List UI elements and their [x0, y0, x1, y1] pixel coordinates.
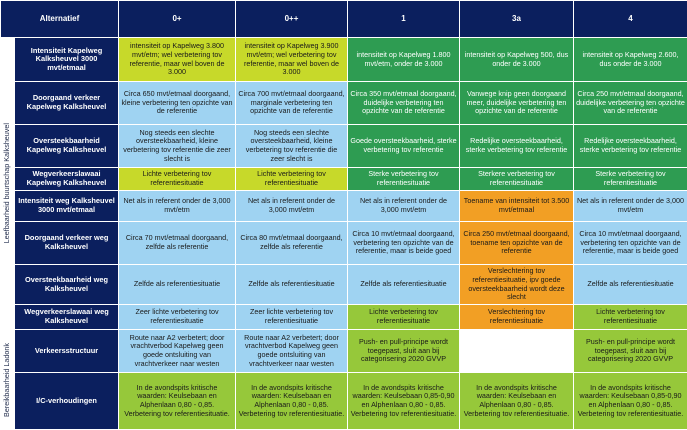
cell: Goede oversteekbaarheid, sterke verbetering tov referentie — [348, 125, 460, 168]
header-alternatief: Alternatief — [1, 1, 119, 38]
cell: Zelfde als referentiesituatie — [348, 265, 460, 305]
cell: Lichte verbetering tov referentiesituatie — [119, 168, 236, 191]
table-row — [1, 373, 687, 430]
cell: intensiteit op Kapelweg 2.600, dus onder de 3.000 — [574, 38, 687, 82]
table-row — [1, 125, 687, 168]
cell: Sterke verbetering tov referentiesituatie — [348, 168, 460, 191]
row-label: Wegverkeerslawaai weg Kalksheuvel — [15, 305, 119, 330]
cell: Route naar A2 verbetert; door vrachtverbod Kapelweg geen goede ontsluiting van vrachtverkeer naar westen — [236, 330, 348, 373]
header-col-4: 4 — [574, 1, 687, 38]
cell: Zelfde als referentiesituatie — [236, 265, 348, 305]
header-col-0plusplus: 0++ — [236, 1, 348, 38]
cell: Circa 250 mvt/etmaal doorgaand, duidelijke verbetering ten opzichte van de referentie — [574, 82, 687, 125]
row-label: Wegverkeerslawaai Kapelweg Kalksheuvel — [15, 168, 119, 191]
header-col-3a: 3a — [460, 1, 574, 38]
cell: Route naar A2 verbetert; door vrachtverbod Kapelweg geen goede ontsluiting van vrachtverkeer naar westen — [119, 330, 236, 373]
row-label: I/C-verhoudingen — [15, 373, 119, 430]
row-label: Oversteekbaarheid Kapelweg Kalksheuvel — [15, 125, 119, 168]
row-label: Doorgaand verkeer weg Kalksheuvel — [15, 222, 119, 265]
cell: Circa 10 mvt/etmaal doorgaand, verbetering ten opzichte van de referentie, maar is beide goed — [574, 222, 687, 265]
table-row — [1, 168, 687, 191]
cell: Net als in referent onder de 3,000 mvt/etm — [348, 191, 460, 222]
cell: Push- en pull-principe wordt toegepast, sluit aan bij categorisering 2020 GVVP — [348, 330, 460, 373]
table-row — [1, 305, 687, 330]
cell: Sterke verbetering tov referentiesituatie — [574, 168, 687, 191]
cell: Lichte verbetering tov referentiesituatie — [574, 305, 687, 330]
cell: Push- en pull-principe wordt toegepast, sluit aan bij categorisering 2020 GVVP — [574, 330, 687, 373]
table-row — [1, 265, 687, 305]
cell: Verslechtering tov referentiesituatie — [460, 305, 574, 330]
cell: intensiteit op Kapelweg 1.800 mvt/etm, onder de 3.000 — [348, 38, 460, 82]
cell: In de avondspits kritische waarden: Keulsebaan en Alphenlaan 0,80 - 0,85. Verbetering tov referentiesituatie. — [119, 373, 236, 430]
cell — [460, 330, 574, 373]
header-row — [1, 1, 687, 38]
cell: Lichte verbetering tov referentiesituatie — [236, 168, 348, 191]
cell: Net als in referent onder de 3,000 mvt/etm — [119, 191, 236, 222]
row-label: Verkeersstructuur — [15, 330, 119, 373]
cell: Toename van intensiteit tot 3.500 mvt/etmaal — [460, 191, 574, 222]
cell: Circa 700 mvt/etmaal doorgaand, marginale verbetering ten opzichte van de referentie — [236, 82, 348, 125]
row-label: Oversteekbaarheid weg Kalksheuvel — [15, 265, 119, 305]
table-row — [1, 330, 687, 373]
cell: intensiteit op Kapelweg 500, dus onder de 3.000 — [460, 38, 574, 82]
cell: intensiteit op Kapelweg 3.900 mvt/etm; wel verbetering tov referentie, maar wel boven de 3.000 — [236, 38, 348, 82]
header-col-1: 1 — [348, 1, 460, 38]
group-label-bereikbaarheid-text: Bereikbaarheid Ladonk — [2, 342, 12, 417]
cell: Circa 650 mvt/etmaal doorgaand, kleine verbetering ten opzichte van de referentie — [119, 82, 236, 125]
cell: Zelfde als referentiesituatie — [574, 265, 687, 305]
cell: In de avondspits kritische waarden: Keulsebaan en Alphenlaan 0,80 - 0,85. Verbetering tov referentiesituatie. — [236, 373, 348, 430]
cell: Zeer lichte verbetering tov referentiesituatie — [119, 305, 236, 330]
cell: Vanwege knip geen doorgaand meer, duidelijke verbetering ten opzichte van de referentie — [460, 82, 574, 125]
cell: Net als in referent onder de 3,000 mvt/etm — [236, 191, 348, 222]
group-label-leefbaarheid-text: Leefbaarheid buurtschap Kalksheuvel — [2, 123, 12, 244]
table-row — [1, 191, 687, 222]
cell: Sterkere verbetering tov referentiesituatie — [460, 168, 574, 191]
cell: Redelijke oversteekbaarheid, sterke verbetering tov referentie — [574, 125, 687, 168]
group-label-bereikbaarheid — [1, 330, 15, 430]
cell: Circa 70 mvt/etmaal doorgaand, zelfde als referentie — [119, 222, 236, 265]
cell: In de avondspits kritische waarden: Keulsebaan en Alphenlaan 0,80 - 0,85. Verbetering tov referentiesituatie. — [460, 373, 574, 430]
cell: Zeer lichte verbetering tov referentiesituatie — [236, 305, 348, 330]
table-row — [1, 82, 687, 125]
row-label: Doorgaand verkeer Kapelweg Kalksheuvel — [15, 82, 119, 125]
row-label: Intensiteit Kapelweg Kalksheuvel 3000 mvt/etmaal — [15, 38, 119, 82]
cell: In de avondspits kritische waarden: Keulsebaan 0,85-0,90 en Alphenlaan 0,80 - 0,85. Verbetering tov referentiesituatie. — [574, 373, 687, 430]
header-col-0plus: 0+ — [119, 1, 236, 38]
cell: Nog steeds een slechte oversteekbaarheid, kleine verbetering tov referentie die zeer slecht is — [119, 125, 236, 168]
cell: Circa 350 mvt/etmaal doorgaand, duidelijke verbetering ten opzichte van de referentie — [348, 82, 460, 125]
cell: Circa 250 mvt/etmaal doorgaand, toename ten opzichte van de referentie — [460, 222, 574, 265]
cell: In de avondspits kritische waarden: Keulsebaan 0,85-0,90 en Alphenlaan 0,80 - 0,85. Verbetering tov referentiesituatie. — [348, 373, 460, 430]
table-row — [1, 222, 687, 265]
group-label-leefbaarheid — [1, 38, 15, 330]
cell: Verslechtering tov referentiesituatie, ipv goede oversteekbaarheid wordt deze slecht — [460, 265, 574, 305]
cell: Circa 80 mvt/etmaal doorgaand, zelfde als referentie — [236, 222, 348, 265]
table-row — [1, 38, 687, 82]
cell: Nog steeds een slechte oversteekbaarheid, kleine verbetering tov referentie die zeer slecht is — [236, 125, 348, 168]
cell: Lichte verbetering tov referentiesituatie — [348, 305, 460, 330]
cell: intensiteit op Kapelweg 3.800 mvt/etm; wel verbetering tov referentie, maar wel boven de 3.000 — [119, 38, 236, 82]
cell: Net als in referent onder de 3,000 mvt/etm — [574, 191, 687, 222]
row-label: Intensiteit weg Kalksheuvel 3000 mvt/etmaal — [15, 191, 119, 222]
cell: Circa 10 mvt/etmaal doorgaand, verbetering ten opzichte van de referentie, maar is beide goed — [348, 222, 460, 265]
cell: Zelfde als referentiesituatie — [119, 265, 236, 305]
cell: Redelijke oversteekbaarheid, sterke verbetering tov referentie — [460, 125, 574, 168]
